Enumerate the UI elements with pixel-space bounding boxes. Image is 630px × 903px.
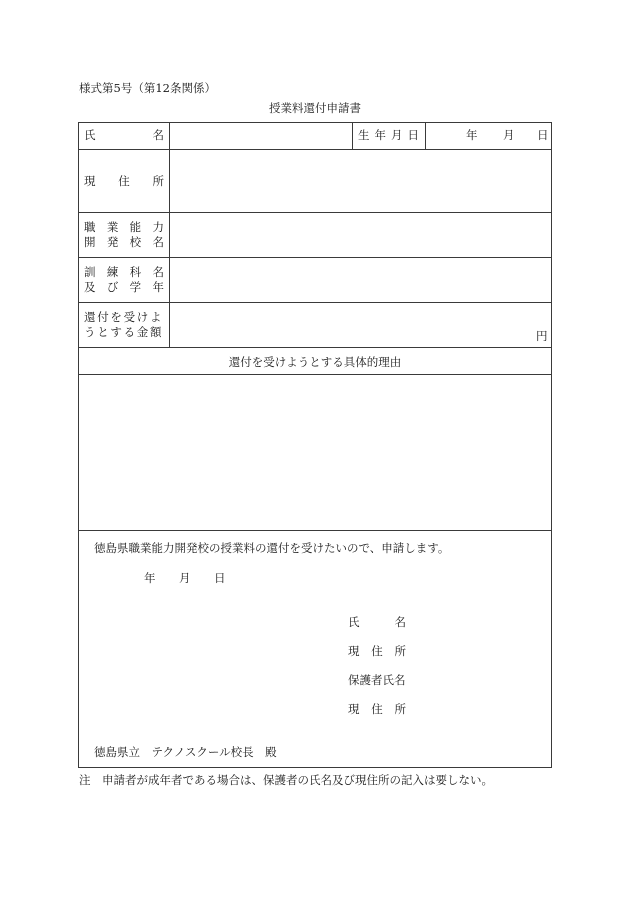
row-divider [78, 347, 552, 348]
row-divider [78, 530, 552, 531]
date-day-unit: 日 [214, 571, 226, 585]
applicant-address-label: 現 住 所 [348, 644, 406, 658]
column-divider [425, 122, 426, 149]
course-field[interactable] [173, 261, 548, 299]
addressee: 徳島県立 テクノスクール校長 殿 [94, 745, 277, 759]
guardian-address-label: 現 住 所 [348, 702, 406, 716]
birthdate-field[interactable] [430, 124, 548, 146]
form-reference: 様式第5号（第12条関係） [79, 81, 216, 95]
yen-unit: 円 [536, 329, 548, 343]
address-field[interactable] [173, 153, 548, 209]
guardian-name-label: 保護者氏名 [348, 673, 406, 687]
birthdate-label: 生 年 月 日 [358, 128, 419, 142]
document-title: 授業料還付申請書 [269, 101, 361, 115]
applicant-name-label: 氏 名 [348, 615, 406, 629]
date-month-unit: 月 [179, 571, 191, 585]
refund-amount-label: 還付を受けよ うとする金額 [84, 310, 164, 339]
refund-amount-field[interactable] [173, 306, 528, 344]
column-divider [169, 122, 170, 347]
footnote: 注 申請者が成年者である場合は、保護者の氏名及び現住所の記入は要しない。 [79, 773, 493, 787]
row-divider [78, 149, 552, 150]
name-label: 氏 名 [84, 128, 164, 142]
column-divider [352, 122, 353, 149]
row-divider [78, 257, 552, 258]
address-label: 現 住 所 [84, 174, 164, 188]
row-divider [78, 212, 552, 213]
date-year-unit: 年 [144, 571, 156, 585]
declaration-statement: 徳島県職業能力開発校の授業料の還付を受けたいので、申請します。 [94, 541, 450, 555]
row-divider [78, 302, 552, 303]
birth-year-unit: 年 [466, 128, 478, 142]
birth-month-unit: 月 [503, 128, 515, 142]
reason-header: 還付を受けようとする具体的理由 [228, 355, 402, 369]
school-name-field[interactable] [173, 216, 548, 254]
reason-field[interactable] [82, 378, 548, 526]
name-field[interactable] [160, 127, 350, 145]
course-label: 訓 練 科 名 及 び 学 年 [84, 265, 164, 294]
row-divider [78, 374, 552, 375]
school-label: 職 業 能 力 開 発 校 名 [84, 220, 164, 249]
birth-day-unit: 日 [537, 128, 549, 142]
